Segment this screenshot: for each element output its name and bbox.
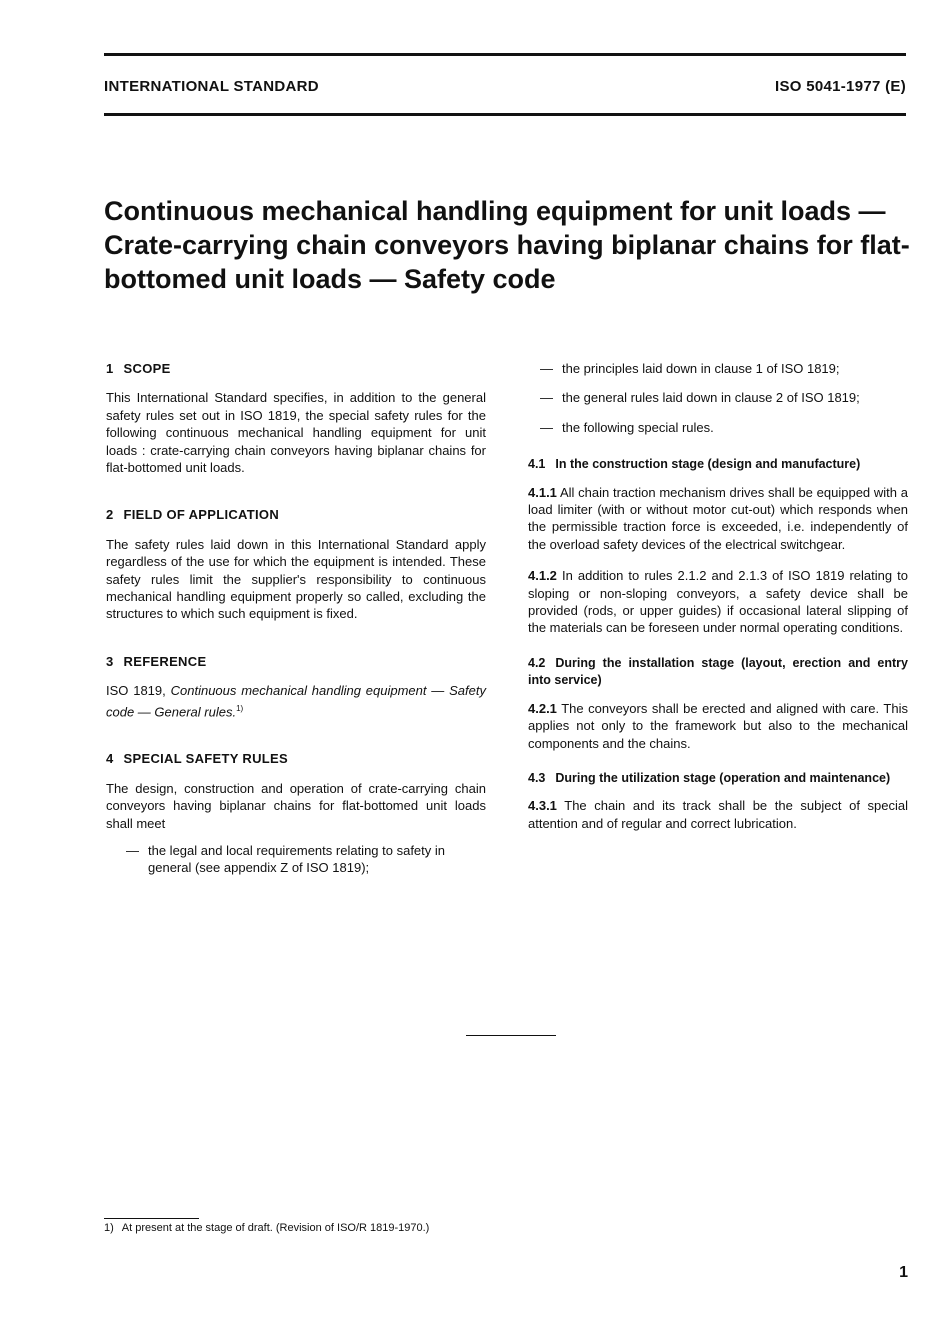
document-title: Continuous mechanical handling equipment for unit loads — Crate-carrying chain conveyors having biplanar chains for flat-bottomed unit loads — Safety code <box>104 196 910 294</box>
end-of-text-rule <box>466 1035 556 1036</box>
field-of-application-heading: 2 FIELD OF APPLICATION <box>106 507 280 523</box>
list-item: — the following special rules. <box>540 419 714 435</box>
rule-4-2-1: 4.2.1 The conveyors shall be erected and aligned with care. This applies not only to the framework but also to the mechanical components and the chains. <box>528 700 908 751</box>
list-item: — the general rules laid down in clause 2 of ISO 1819; <box>540 390 860 406</box>
reference-heading: 3 REFERENCE <box>106 653 207 669</box>
list-item: — the legal and local requirements relating to safety in general (see appendix Z of ISO 1819); <box>126 843 446 876</box>
special-safety-rules-heading: 4 SPECIAL SAFETY RULES <box>106 751 288 767</box>
right-column <box>528 360 908 832</box>
list-item: — the principles laid down in clause 1 of ISO 1819; <box>540 361 840 376</box>
scope-heading: 1 SCOPE <box>106 361 171 376</box>
left-column <box>106 360 486 877</box>
header-left: INTERNATIONAL STANDARD <box>104 78 319 95</box>
footnote-rule <box>104 1218 199 1219</box>
footnote-marker: 1) <box>236 703 244 713</box>
rule-4-1-1: 4.1.1 All chain traction mechanism drives shall be equipped with a load limiter (with or without motor cut-out) which responds when the permissible traction force is exceeded, i.e. independently of the overload safety devices of the electrical switchgear. <box>528 484 908 552</box>
footnote: 1) At present at the stage of draft. (Revision of ISO/R 1819-1970.) <box>104 1222 430 1234</box>
header-bottom-rule <box>104 113 906 116</box>
installation-stage-heading: 4.2 During the installation stage (layout, erection and entry into service) <box>528 655 908 688</box>
construction-stage-heading: 4.1 In the construction stage (design and manufacture) <box>528 457 861 472</box>
reference-title: Continuous mechanical handling equipment — Safety code — General rules. <box>106 683 486 720</box>
header-right: ISO 5041-1977 (E) <box>774 78 906 95</box>
rule-4-1-2: 4.1.2 In addition to rules 2.1.2 and 2.1.3 of ISO 1819 relating to sloping or non-sloping conveyors, a safety device shall be provided (rods, or upper guides) if occasional lateral slipping of the materials can be foreseen under normal operating conditions. <box>528 568 908 636</box>
field-of-application-text: The safety rules laid down in this International Standard apply regardless of the use for which the equipment is intended. These safety rules limit the supplier's responsibility to continuous mechanical handling equipment properly so called, excluding the structures to which such equipment is fixed. <box>106 536 486 622</box>
page-number: 1 <box>899 1264 908 1281</box>
scope-text: This International Standard specifies, in addition to the general safety rules set out in ISO 1819, the special safety rules for the following continuous mechanical handling equipment for unit loads : crate-carrying chain conveyors having biplanar chains for flat-bottomed unit loads. <box>106 390 486 476</box>
header-top-rule <box>104 53 906 56</box>
reference-text: ISO 1819, Continuous mechanical handling equipment — Safety code — General rules.$^{1)}$ <box>106 683 486 720</box>
special-safety-rules-intro: The design, construction and operation of crate-carrying chain conveyors having biplanar chains for flat-bottomed unit loads shall meet <box>106 780 486 831</box>
rule-4-3-1: 4.3.1 The chain and its track shall be the subject of special attention and of regular and correct lubrication. <box>528 798 908 831</box>
utilization-stage-heading: 4.3 During the utilization stage (operation and maintenance) <box>528 770 891 785</box>
